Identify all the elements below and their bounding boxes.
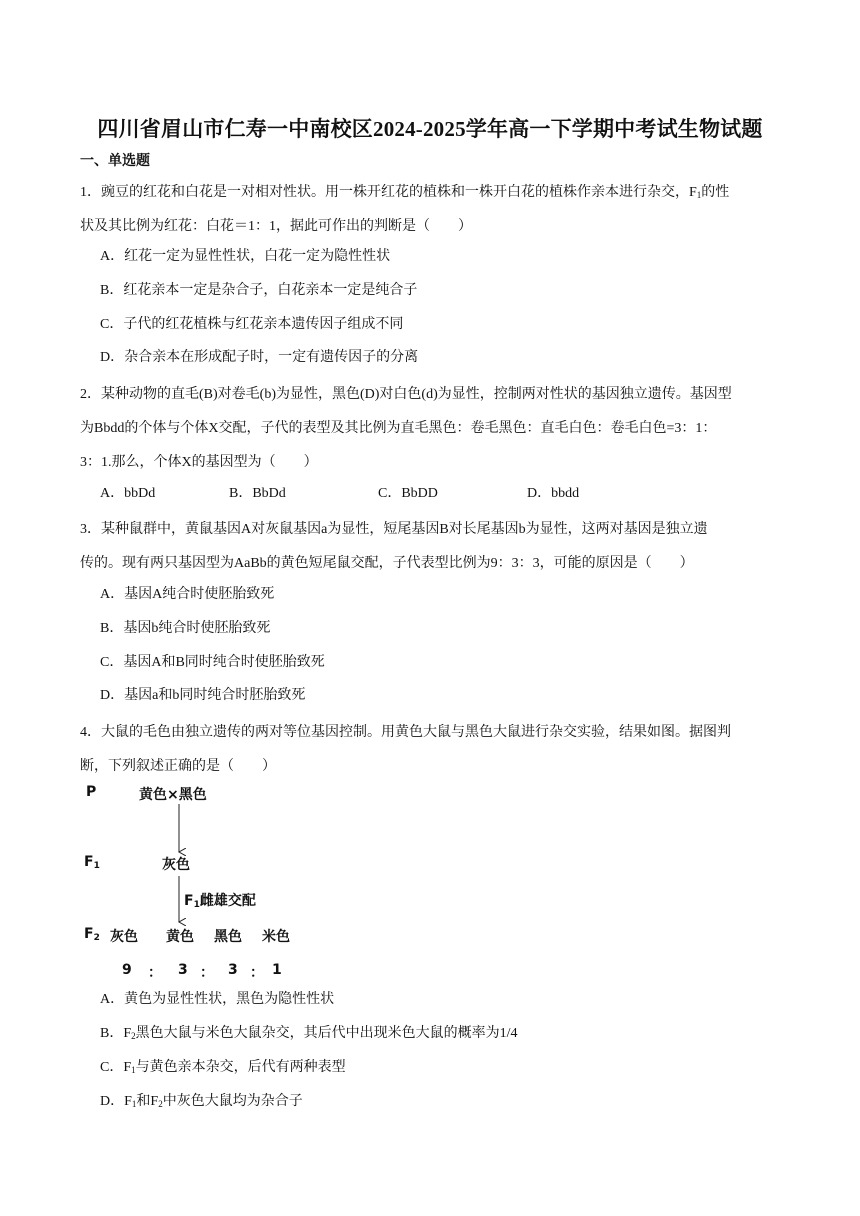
q1-option-c[interactable]: C．子代的红花植株与红花亲本遗传因子组成不同 (100, 317, 404, 332)
q2-option-c[interactable]: C．BbDD (378, 486, 438, 501)
q1-option-a[interactable]: A．红花一定为显性性状，白花一定为隐性性状 (100, 249, 391, 264)
section-heading: 一、单选题 (80, 154, 150, 169)
question-2-line-3: 3：1.那么，个体X的基因型为（ ） (80, 455, 318, 470)
diagram-arrows (80, 780, 340, 980)
question-2-line-1: 2．某种动物的直毛(B)对卷毛(b)为显性，黑色(D)对白色(d)为显性，控制两对性状的基因独立遗传。基因型 (80, 387, 732, 402)
question-2 (80, 378, 782, 480)
generation-f2-label: $F_2$ (84, 926, 100, 943)
question-1-line-2: 状及其比例为红花：白花＝1：1，据此可作出的判断是（ ） (80, 219, 472, 234)
q2-option-b[interactable]: B．BbDd (229, 486, 286, 501)
q4-option-a[interactable]: A．黄色为显性性状，黑色为隐性性状 (100, 992, 335, 1007)
question-2-line-2: 为Bbdd的个体与个体X交配，子代的表型及其比例为直毛黑色：卷毛黑色：直毛白色：卷毛白色=3：1： (80, 421, 717, 436)
q1-option-d[interactable]: D．杂合亲本在形成配子时，一定有遗传因子的分离 (100, 350, 419, 365)
f2-phenotype-2: 黄色 (166, 929, 194, 945)
q4-option-c[interactable]: C．$F_1$与黄色亲本杂交，后代有两种表型 (100, 1060, 346, 1075)
question-1 (80, 176, 782, 244)
q2-option-a[interactable]: A．bbDd (100, 486, 156, 501)
q3-option-d[interactable]: D．基因a和b同时纯合时胚胎致死 (100, 688, 306, 703)
q3-option-c[interactable]: C．基因A和B同时纯合时使胚胎致死 (100, 655, 325, 670)
q2-option-d[interactable]: D．bbdd (527, 486, 580, 501)
cross-diagram (80, 780, 340, 980)
page-title: 四川省眉山市仁寿一中南校区2024-2025学年高一下学期中考试生物试题 (97, 117, 763, 141)
q3-option-b[interactable]: B．基因b纯合时使胚胎致死 (100, 621, 271, 636)
q3-option-a[interactable]: A．基因A纯合时使胚胎致死 (100, 587, 275, 602)
ratio-separator: ： (250, 965, 264, 981)
question-4 (80, 716, 782, 784)
question-4-line-2: 断，下列叙述正确的是（ ） (80, 759, 276, 774)
parental-cross: 黄色×黑色 (139, 787, 207, 803)
f2-phenotype-1: 灰色 (110, 929, 138, 945)
ratio-separator: ： (200, 965, 214, 981)
ratio-value: 1 (272, 962, 282, 978)
q1-option-b[interactable]: B．红花亲本一定是杂合子，白花亲本一定是纯合子 (100, 283, 418, 298)
f1-phenotype: 灰色 (162, 857, 190, 873)
generation-p-label: P (86, 784, 97, 800)
q4-option-d[interactable]: D．$F_1$和$F_2$中灰色大鼠均为杂合子 (100, 1094, 303, 1109)
ratio-value: 9 (122, 962, 132, 978)
question-3-line-1: 3．某种鼠群中，黄鼠基因A对灰鼠基因a为显性，短尾基因B对长尾基因b为显性，这两对基因是独立遗 (80, 522, 708, 537)
f2-phenotype-3: 黑色 (214, 929, 242, 945)
ratio-value: 3 (178, 962, 188, 978)
f2-phenotype-4: 米色 (262, 929, 290, 945)
generation-f1-label: $F_1$ (84, 854, 100, 871)
f1-mating-label: $F_1$雌雄交配 (184, 893, 256, 910)
ratio-separator: ： (148, 965, 162, 981)
question-4-line-1: 4．大鼠的毛色由独立遗传的两对等位基因控制。用黄色大鼠与黑色大鼠进行杂交实验，结果如图。据图判 (80, 725, 731, 740)
question-3-line-2: 传的。现有两只基因型为AaBb的黄色短尾鼠交配，子代表型比例为9：3：3，可能的原因是（ ） (80, 556, 694, 571)
q4-option-b[interactable]: B．$F_2$黑色大鼠与米色大鼠杂交，其后代中出现米色大鼠的概率为1/4 (100, 1026, 518, 1041)
question-3 (80, 513, 782, 581)
question-1-line-1: 1．豌豆的红花和白花是一对相对性状。用一株开红花的植株和一株开白花的植株作亲本进行杂交，$F_1$的性 (80, 185, 730, 200)
ratio-value: 3 (228, 962, 238, 978)
